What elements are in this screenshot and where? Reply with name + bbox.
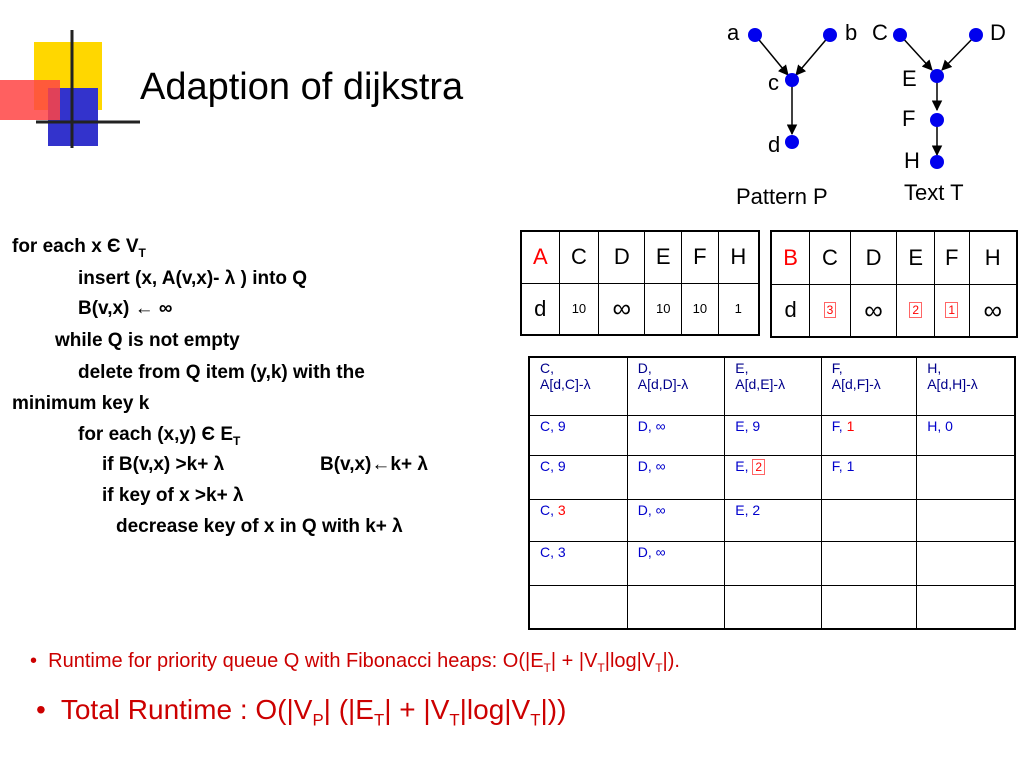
edge-a-c	[755, 35, 788, 75]
annotation-2: 2	[752, 459, 765, 475]
table-b-cell: 1	[934, 284, 969, 337]
steps-cell: F, 1	[821, 415, 916, 455]
table-a-header: D	[599, 231, 645, 283]
table-a-header: C	[559, 231, 599, 283]
steps-cell: E, 2	[725, 455, 822, 499]
steps-table	[528, 356, 1016, 630]
steps-cell	[725, 541, 822, 585]
node-E	[930, 69, 944, 83]
table-a-header: H	[718, 231, 759, 283]
table-b-header: D	[850, 231, 897, 284]
steps-cell: D, ∞	[627, 415, 725, 455]
code-line-8a: if B(v,x) >k+ λ	[102, 454, 225, 475]
table-a-corner: A	[521, 231, 559, 283]
table-b-corner: B	[771, 231, 810, 284]
node-D	[969, 28, 983, 42]
steps-cell: C, 3	[529, 499, 627, 541]
steps-cell	[821, 585, 916, 629]
steps-cell	[627, 585, 725, 629]
table-b-header: F	[934, 231, 969, 284]
code-line-7: for each (x,y) Є $E_T$	[78, 424, 241, 448]
steps-header: C, A[d,C]-λ	[529, 357, 627, 415]
text-caption: Text T	[904, 180, 964, 205]
steps-cell	[917, 541, 1015, 585]
steps-cell: H, 0	[917, 415, 1015, 455]
code-line-5: delete from Q item (y,k) with the	[78, 362, 365, 383]
table-b-row-label: d	[771, 284, 810, 337]
node-d	[785, 135, 799, 149]
edge-b-c	[796, 35, 830, 75]
table-a	[520, 230, 760, 336]
steps-cell: E, 9	[725, 415, 822, 455]
label-a: a	[727, 20, 740, 45]
steps-cell	[725, 585, 822, 629]
label-F: F	[902, 106, 916, 131]
annotation-3: 3	[557, 501, 566, 518]
steps-cell	[917, 455, 1015, 499]
label-C: C	[872, 20, 888, 45]
steps-header: D, A[d,D]-λ	[627, 357, 725, 415]
table-a-cell: 10	[645, 283, 682, 335]
bullet-runtime: • Runtime for priority queue Q with Fibonacci heaps: $O(|E_T| + |V_T|\log|V_T|)$.	[30, 650, 680, 675]
steps-cell: E, 2	[725, 499, 822, 541]
code-line-6: minimum key k	[12, 393, 150, 414]
steps-cell: D, ∞	[627, 455, 725, 499]
table-a-cell: 10	[559, 283, 599, 335]
label-E: E	[902, 66, 917, 91]
label-H: H	[904, 148, 920, 173]
bullet-total-runtime: • Total Runtime : $O(|V_P|$ $(|E_T| + |V_T|\log|V_T|)$)	[36, 694, 567, 730]
slide-title: Adaption of dijkstra	[140, 66, 464, 108]
steps-cell: F, 1	[821, 455, 916, 499]
table-b-header: C	[810, 231, 850, 284]
table-b-header: E	[897, 231, 935, 284]
steps-header: F, A[d,F]-λ	[821, 357, 916, 415]
code-line-1: for each x Є $V_T$	[12, 236, 146, 260]
steps-cell	[821, 499, 916, 541]
code-line-4: while Q is not empty	[55, 330, 240, 351]
table-b-header: H	[969, 231, 1017, 284]
graphs-diagram	[700, 10, 1020, 210]
node-a	[748, 28, 762, 42]
label-d: d	[768, 132, 781, 157]
steps-cell	[917, 585, 1015, 629]
edge-D-E	[942, 35, 976, 70]
steps-cell: D, ∞	[627, 499, 725, 541]
slide-logo	[0, 30, 140, 150]
table-b-cell: ∞	[969, 284, 1017, 337]
pattern-caption: Pattern P	[736, 184, 828, 209]
table-b-cell: 2	[897, 284, 935, 337]
node-H	[930, 155, 944, 169]
code-line-10: decrease key of x in Q with k+ λ	[116, 516, 403, 537]
code-line-8b: B(v,x)←k+ λ	[320, 454, 428, 475]
node-b	[823, 28, 837, 42]
node-C	[893, 28, 907, 42]
code-line-9: if key of x >k+ λ	[102, 485, 244, 506]
table-a-cell: 1	[718, 283, 759, 335]
steps-cell: C, 9	[529, 415, 627, 455]
table-a-header: F	[682, 231, 718, 283]
steps-cell: C, 9	[529, 455, 627, 499]
steps-header: E, A[d,E]-λ	[725, 357, 822, 415]
node-c	[785, 73, 799, 87]
annotation-1: 1	[846, 417, 855, 434]
steps-cell	[821, 541, 916, 585]
steps-cell	[529, 585, 627, 629]
steps-cell: D, ∞	[627, 541, 725, 585]
table-a-cell: 10	[682, 283, 718, 335]
table-b-cell: ∞	[850, 284, 897, 337]
table-a-header: E	[645, 231, 682, 283]
label-b: b	[845, 20, 858, 45]
table-b	[770, 230, 1018, 338]
node-F	[930, 113, 944, 127]
edge-C-E	[900, 35, 932, 70]
label-c: c	[768, 70, 779, 95]
table-b-cell: 3	[810, 284, 850, 337]
steps-cell: C, 3	[529, 541, 627, 585]
label-D: D	[990, 20, 1006, 45]
table-a-row-label: d	[521, 283, 559, 335]
steps-cell	[917, 499, 1015, 541]
steps-header: H, A[d,H]-λ	[917, 357, 1015, 415]
table-a-cell: ∞	[599, 283, 645, 335]
code-line-3: B(v,x) ← ∞	[78, 298, 173, 319]
code-line-2: insert (x, A(v,x)- λ ) into Q	[78, 268, 308, 289]
